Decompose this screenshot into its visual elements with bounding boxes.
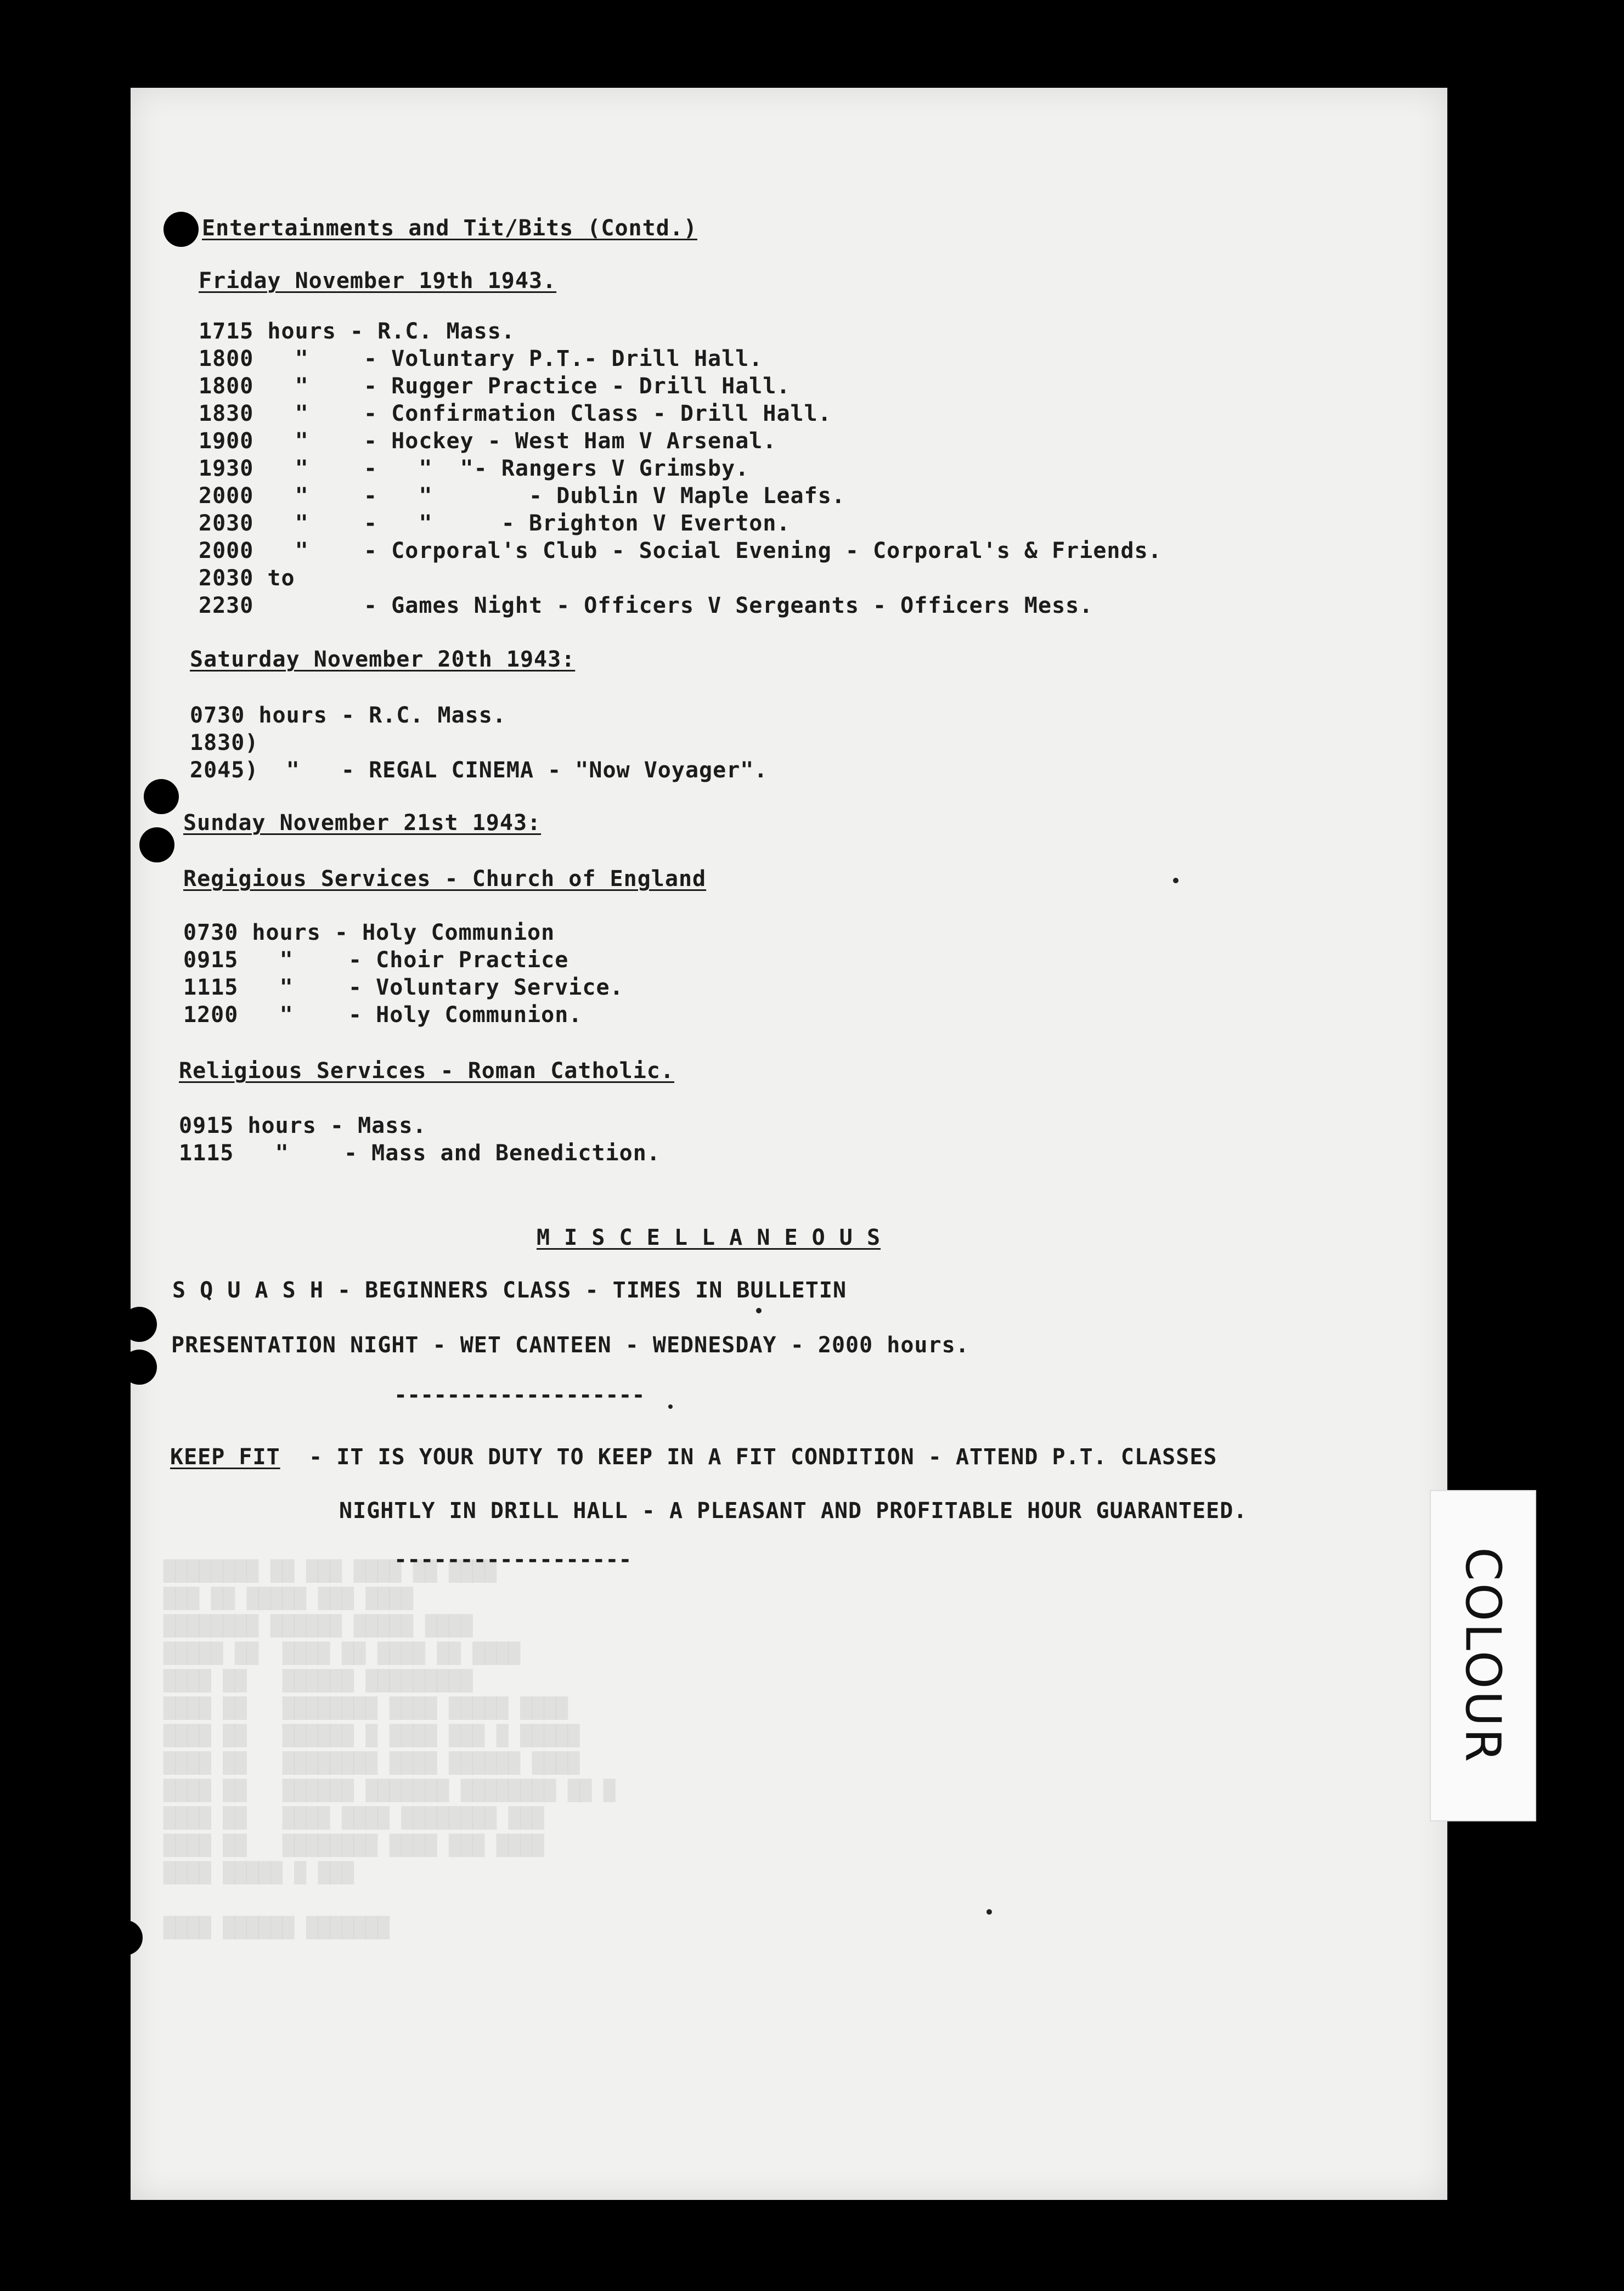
schedule-line: 1115 " - Mass and Benediction. [179, 1141, 661, 1166]
divider-rule-2: ------------------ [394, 1547, 632, 1572]
schedule-line: 1930 " - " "- Rangers V Grimsby. [199, 456, 749, 481]
schedule-line: 1200 " - Holy Communion. [183, 1002, 583, 1028]
punch-hole [122, 1350, 157, 1385]
coe-services-title: Regigious Services - Church of England [183, 866, 707, 891]
schedule-line: 2030 to [199, 566, 295, 591]
punch-hole [139, 827, 174, 862]
punch-hole [122, 1307, 157, 1342]
sunday-title: Sunday November 21st 1943: [183, 810, 542, 836]
keepfit-label: KEEP FIT [170, 1444, 280, 1470]
ink-dot [756, 1308, 762, 1313]
document-page [131, 88, 1447, 2200]
ink-dot [668, 1404, 673, 1409]
punch-hole [108, 1920, 143, 1955]
saturday-title: Saturday November 20th 1943: [190, 647, 576, 672]
bleed-through-text: ████████ ██ ███ ████ ██ ████ ███ ██ █████ ███ ████ ████████ ██████ █████ ████ █████ ██ ████ ██ ████ ██ ████ ████ ██ ██████ █████████ ████ ██ ████████ ████ █████ ████ ████ ██ ██████ █ ████ ███ █ █████ ████ ██ ████████ ████ ██████ ████ ████ ██ ██████ ███████ ████████ ██ █ ████ ██ ████ ████ ████████ ███ ████ ██ ████████ ████ ███ ████ ████ █████ █ ███ ████ ██████ ███████ [163, 1560, 616, 1939]
schedule-line: 1115 " - Voluntary Service. [183, 975, 624, 1000]
keepfit-line2: NIGHTLY IN DRILL HALL - A PLEASANT AND PROFITABLE HOUR GUARANTEED. [339, 1498, 1248, 1523]
ink-dot [1173, 878, 1178, 883]
schedule-line: 2030 " - " - Brighton V Everton. [199, 511, 791, 536]
schedule-line: 0915 " - Choir Practice [183, 947, 569, 973]
schedule-line: 1900 " - Hockey - West Ham V Arsenal. [199, 428, 777, 454]
schedule-line: 0730 hours - R.C. Mass. [190, 703, 506, 728]
schedule-line: 1830 " - Confirmation Class - Drill Hall. [199, 401, 832, 426]
colour-label-tab [1430, 1490, 1536, 1821]
schedule-line: 2230 - Games Night - Officers V Sergeants - Officers Mess. [199, 593, 1093, 618]
rc-services-title: Religious Services - Roman Catholic. [179, 1058, 674, 1084]
schedule-line: 1800 " - Rugger Practice - Drill Hall. [199, 374, 791, 399]
schedule-line: 1715 hours - R.C. Mass. [199, 319, 515, 344]
schedule-line: 0915 hours - Mass. [179, 1113, 427, 1138]
schedule-line: 2000 " - " - Dublin V Maple Leafs. [199, 483, 845, 509]
page-heading: Entertainments and Tit/Bits (Contd.) [202, 216, 697, 241]
ink-dot [986, 1909, 992, 1915]
colour-label-text: COLOUR [1454, 1547, 1512, 1764]
schedule-line: 0730 hours - Holy Communion [183, 920, 555, 945]
schedule-line: 1800 " - Voluntary P.T.- Drill Hall. [199, 346, 763, 371]
punch-hole [163, 212, 199, 247]
schedule-line: 2000 " - Corporal's Club - Social Evening - Corporal's & Friends. [199, 538, 1162, 563]
schedule-line: 1830) [190, 730, 259, 755]
friday-title: Friday November 19th 1943. [199, 268, 557, 294]
presentation-line: PRESENTATION NIGHT - WET CANTEEN - WEDNESDAY - 2000 hours. [171, 1333, 969, 1358]
misc-title: M I S C E L L A N E O U S [537, 1225, 881, 1250]
schedule-line: 2045) " - REGAL CINEMA - "Now Voyager". [190, 758, 768, 783]
keepfit-line1: - IT IS YOUR DUTY TO KEEP IN A FIT CONDITION - ATTEND P.T. CLASSES [295, 1444, 1217, 1470]
punch-hole [144, 779, 179, 814]
squash-line: S Q U A S H - BEGINNERS CLASS - TIMES IN BULLETIN [172, 1278, 847, 1303]
divider-rule: ------------------- [394, 1383, 645, 1408]
